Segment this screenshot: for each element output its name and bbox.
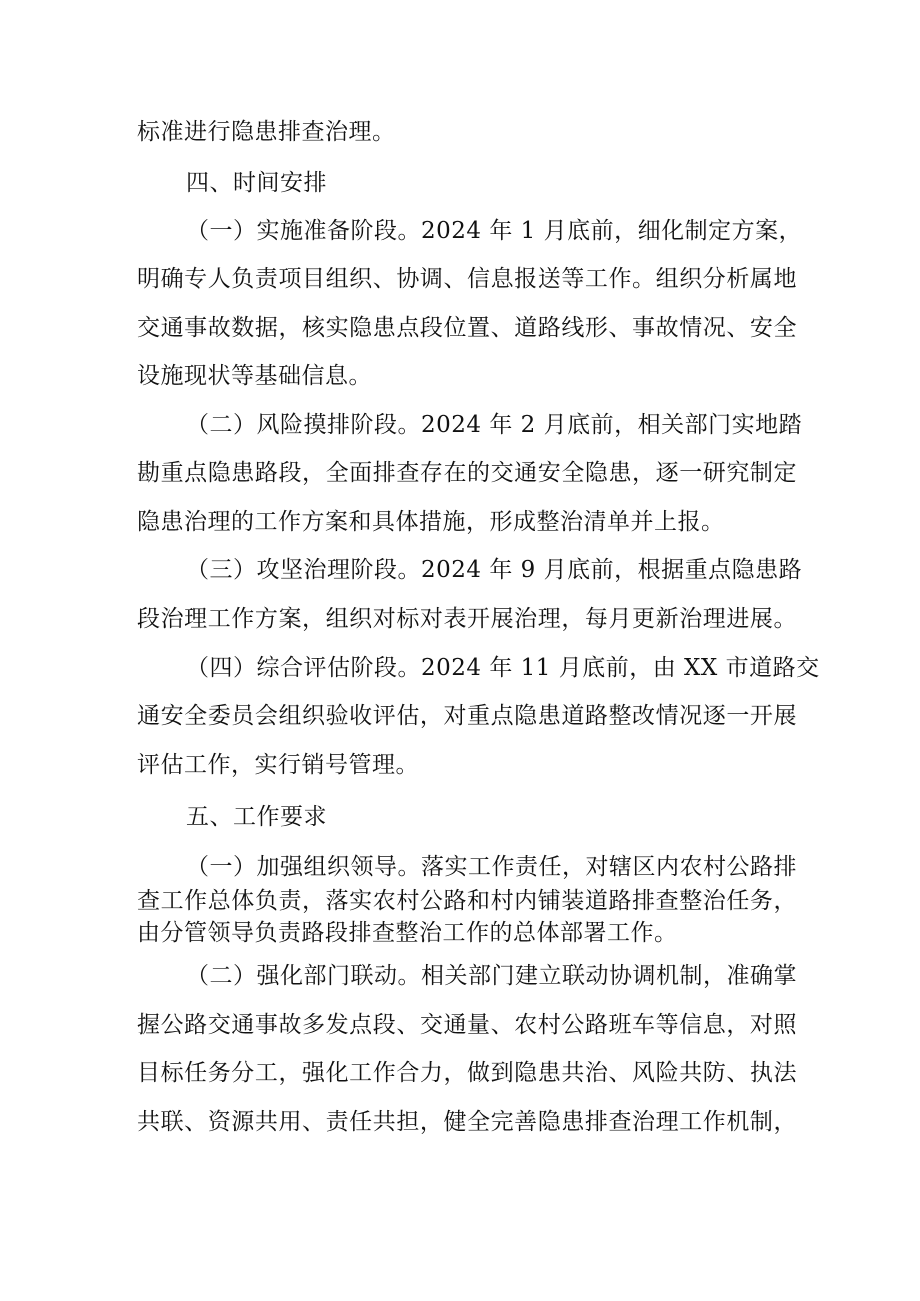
paragraph-line: 由分管领导负责路段排查整治工作的总体部署工作。 — [137, 920, 678, 946]
paragraph-line: 明确专人负责项目组织、协调、信息报送等工作。组织分析属地 — [137, 266, 797, 292]
paragraph-line: （一）加强组织领导。落实工作责任，对辖区内农村公路排 — [186, 854, 797, 880]
paragraph-line: 评估工作，实行销号管理。 — [137, 752, 419, 778]
paragraph-line: 交通事故数据，核实隐患点段位置、道路线形、事故情况、安全 — [137, 315, 797, 341]
paragraph-line: 握公路交通事故多发点段、交通量、农村公路班车等信息，对照 — [137, 1012, 797, 1038]
paragraph-line: （三）攻坚治理阶段。2024 年 9 月底前，根据重点隐患路 — [186, 557, 803, 583]
paragraph-line: 目标任务分工，强化工作合力，做到隐患共治、风险共防、执法 — [137, 1060, 797, 1086]
paragraph-line: 标准进行隐患排查治理。 — [137, 119, 396, 145]
paragraph-line: （二）风险摸排阶段。2024 年 2 月底前，相关部门实地踏 — [186, 412, 803, 438]
paragraph-line: 勘重点隐患路段，全面排查存在的交通安全隐患，逐一研究制定 — [137, 460, 797, 486]
paragraph-line: 通安全委员会组织验收评估，对重点隐患道路整改情况逐一开展 — [137, 703, 797, 729]
paragraph-line: 设施现状等基础信息。 — [137, 363, 372, 389]
paragraph-line: 段治理工作方案，组织对标对表开展治理，每月更新治理进展。 — [137, 606, 797, 632]
paragraph-line: （一）实施准备阶段。2024 年 1 月底前，细化制定方案， — [186, 218, 803, 244]
paragraph-line: （四）综合评估阶段。2024 年 11 月底前，由 XX 市道路交 — [186, 655, 820, 681]
paragraph-line: 共联、资源共用、责任共担，健全完善隐患排查治理工作机制， — [137, 1109, 797, 1135]
section-heading-time-schedule: 四、时间安排 — [186, 170, 327, 196]
paragraph-line: （二）强化部门联动。相关部门建立联动协调机制，准确掌 — [186, 963, 797, 989]
paragraph-line: 隐患治理的工作方案和具体措施，形成整治清单并上报。 — [137, 509, 725, 535]
paragraph-line: 查工作总体负责，落实农村公路和村内铺装道路排查整治任务， — [137, 888, 797, 914]
section-heading-work-requirements: 五、工作要求 — [186, 804, 327, 830]
